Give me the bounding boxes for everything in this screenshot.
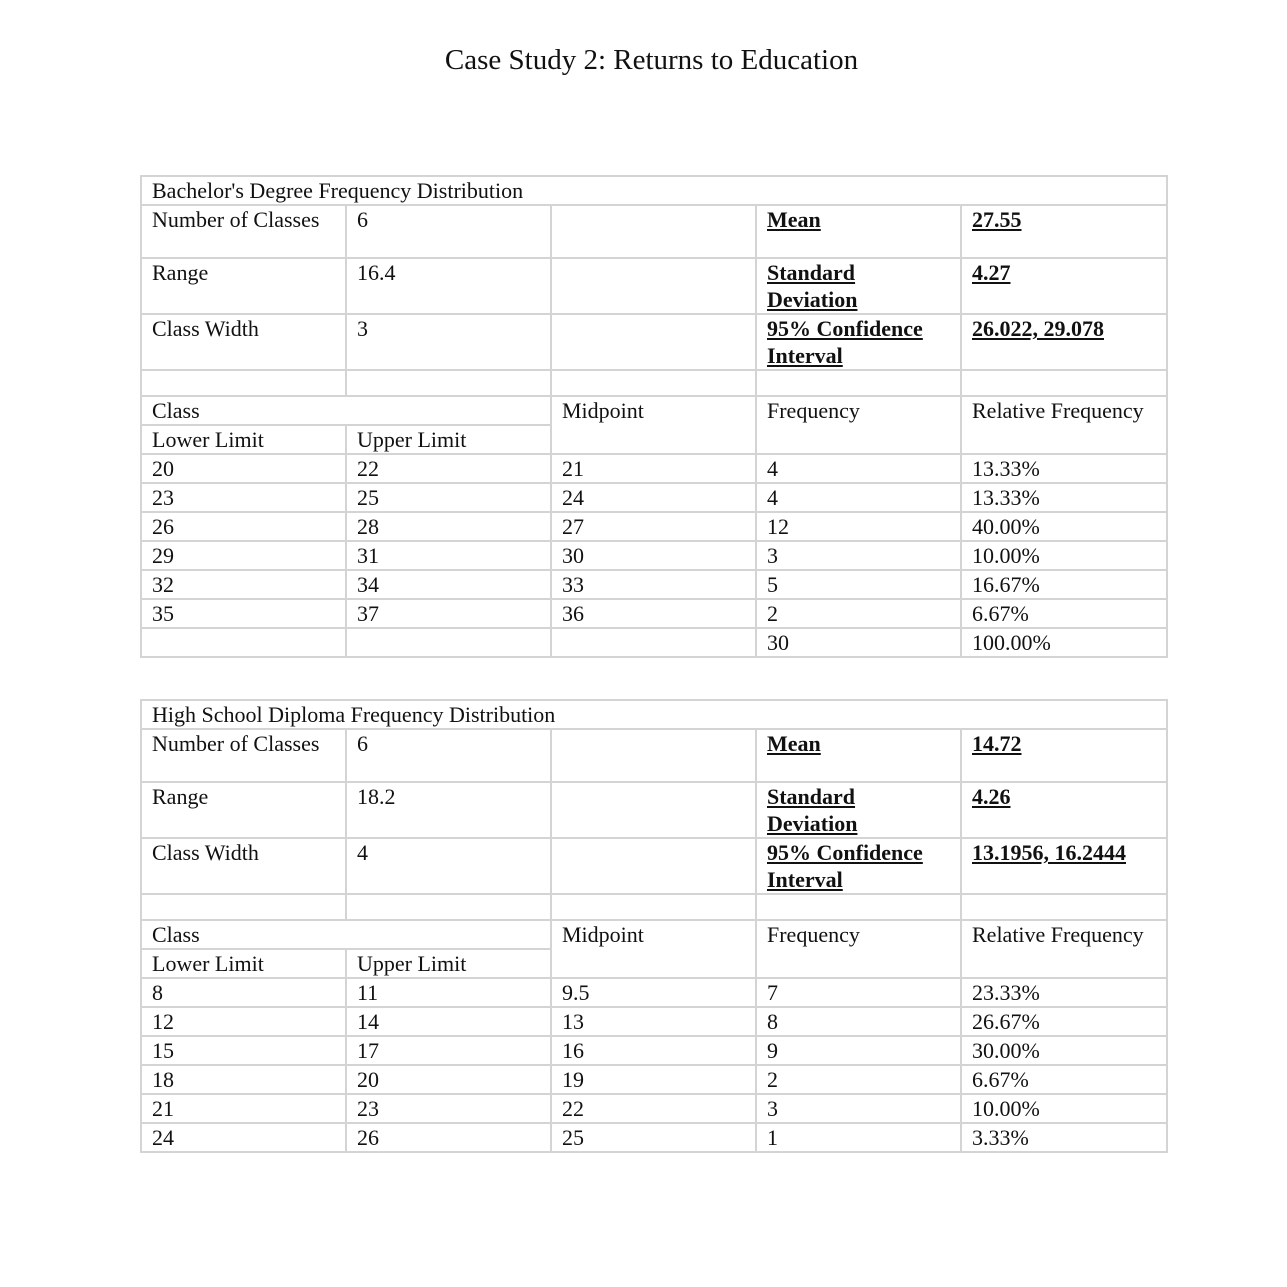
frequency-cell: 3 xyxy=(756,1094,961,1123)
frequency-cell: 4 xyxy=(756,483,961,512)
table-row xyxy=(141,978,1167,1007)
table-caption: Bachelor's Degree Frequency Distribution xyxy=(141,176,1167,205)
table-row xyxy=(141,483,1167,512)
page-title: Case Study 2: Returns to Education xyxy=(444,44,859,76)
lower-limit-cell: 18 xyxy=(141,1065,346,1094)
empty-cell xyxy=(551,782,756,838)
midpoint-cell: 19 xyxy=(551,1065,756,1094)
confidence-interval-value: 26.022, 29.078 xyxy=(961,314,1167,370)
upper-limit-cell: 25 xyxy=(346,483,551,512)
spacer-cell xyxy=(961,894,1167,920)
frequency-cell: 12 xyxy=(756,512,961,541)
upper-limit-cell: 23 xyxy=(346,1094,551,1123)
frequency-cell: 5 xyxy=(756,570,961,599)
frequency-cell: 2 xyxy=(756,1065,961,1094)
relative-frequency-cell: 13.33% xyxy=(961,483,1167,512)
table-row xyxy=(141,1036,1167,1065)
table-row xyxy=(141,1065,1167,1094)
midpoint-cell: 13 xyxy=(551,1007,756,1036)
frequency-header: Frequency xyxy=(756,396,961,454)
upper-limit-cell: 26 xyxy=(346,1123,551,1152)
midpoint-header: Midpoint xyxy=(551,920,756,978)
upper-limit-cell: 11 xyxy=(346,978,551,1007)
empty-cell xyxy=(141,628,346,657)
relative-frequency-cell: 26.67% xyxy=(961,1007,1167,1036)
lower-limit-cell: 29 xyxy=(141,541,346,570)
lower-limit-cell: 32 xyxy=(141,570,346,599)
midpoint-cell: 27 xyxy=(551,512,756,541)
num-classes-label: Number of Classes xyxy=(141,205,346,258)
relative-frequency-header: Relative Frequency xyxy=(961,396,1167,454)
class-header: Class xyxy=(141,396,551,425)
highschool-frequency-table xyxy=(140,699,1168,1153)
empty-cell xyxy=(551,205,756,258)
lower-limit-header: Lower Limit xyxy=(141,425,346,454)
frequency-cell: 9 xyxy=(756,1036,961,1065)
midpoint-cell: 16 xyxy=(551,1036,756,1065)
empty-cell xyxy=(551,258,756,314)
range-label: Range xyxy=(141,782,346,838)
confidence-interval-value: 13.1956, 16.2444 xyxy=(961,838,1167,894)
lower-limit-cell: 12 xyxy=(141,1007,346,1036)
range-value: 16.4 xyxy=(346,258,551,314)
confidence-interval-label: 95% Confidence Interval xyxy=(756,314,961,370)
spacer-cell xyxy=(756,894,961,920)
upper-limit-cell: 22 xyxy=(346,454,551,483)
upper-limit-cell: 17 xyxy=(346,1036,551,1065)
frequency-cell: 4 xyxy=(756,454,961,483)
table-row xyxy=(141,512,1167,541)
upper-limit-cell: 34 xyxy=(346,570,551,599)
spacer-cell xyxy=(756,370,961,396)
mean-value: 27.55 xyxy=(961,205,1167,258)
lower-limit-cell: 21 xyxy=(141,1094,346,1123)
frequency-header: Frequency xyxy=(756,920,961,978)
empty-cell xyxy=(551,628,756,657)
midpoint-cell: 21 xyxy=(551,454,756,483)
relative-frequency-header: Relative Frequency xyxy=(961,920,1167,978)
table-row xyxy=(141,599,1167,628)
table-caption: High School Diploma Frequency Distribution xyxy=(141,700,1167,729)
spacer-cell xyxy=(961,370,1167,396)
spacer-cell xyxy=(551,894,756,920)
total-relative-frequency-cell: 100.00% xyxy=(961,628,1167,657)
empty-cell xyxy=(346,628,551,657)
std-dev-label: Standard Deviation xyxy=(756,782,961,838)
midpoint-cell: 22 xyxy=(551,1094,756,1123)
frequency-cell: 7 xyxy=(756,978,961,1007)
std-dev-value: 4.26 xyxy=(961,782,1167,838)
midpoint-header: Midpoint xyxy=(551,396,756,454)
spacer-cell xyxy=(141,894,346,920)
relative-frequency-cell: 30.00% xyxy=(961,1036,1167,1065)
relative-frequency-cell: 13.33% xyxy=(961,454,1167,483)
table-row xyxy=(141,1007,1167,1036)
table-row xyxy=(141,1123,1167,1152)
upper-limit-cell: 28 xyxy=(346,512,551,541)
table-row xyxy=(141,454,1167,483)
lower-limit-cell: 15 xyxy=(141,1036,346,1065)
lower-limit-cell: 26 xyxy=(141,512,346,541)
num-classes-value: 6 xyxy=(346,205,551,258)
std-dev-label: Standard Deviation xyxy=(756,258,961,314)
empty-cell xyxy=(551,314,756,370)
lower-limit-cell: 8 xyxy=(141,978,346,1007)
confidence-interval-label: 95% Confidence Interval xyxy=(756,838,961,894)
class-width-label: Class Width xyxy=(141,838,346,894)
relative-frequency-cell: 40.00% xyxy=(961,512,1167,541)
frequency-cell: 3 xyxy=(756,541,961,570)
table-row xyxy=(141,1094,1167,1123)
upper-limit-cell: 31 xyxy=(346,541,551,570)
lower-limit-header: Lower Limit xyxy=(141,949,346,978)
midpoint-cell: 36 xyxy=(551,599,756,628)
mean-label: Mean xyxy=(756,205,961,258)
class-header: Class xyxy=(141,920,551,949)
table-row xyxy=(141,570,1167,599)
std-dev-value: 4.27 xyxy=(961,258,1167,314)
spacer-cell xyxy=(141,370,346,396)
midpoint-cell: 30 xyxy=(551,541,756,570)
class-width-value: 4 xyxy=(346,838,551,894)
relative-frequency-cell: 6.67% xyxy=(961,1065,1167,1094)
frequency-cell: 8 xyxy=(756,1007,961,1036)
mean-label: Mean xyxy=(756,729,961,782)
empty-cell xyxy=(551,838,756,894)
table-row xyxy=(141,541,1167,570)
lower-limit-cell: 23 xyxy=(141,483,346,512)
upper-limit-cell: 20 xyxy=(346,1065,551,1094)
class-width-label: Class Width xyxy=(141,314,346,370)
upper-limit-header: Upper Limit xyxy=(346,949,551,978)
num-classes-value: 6 xyxy=(346,729,551,782)
class-width-value: 3 xyxy=(346,314,551,370)
frequency-cell: 1 xyxy=(756,1123,961,1152)
spacer-cell xyxy=(551,370,756,396)
mean-value: 14.72 xyxy=(961,729,1167,782)
range-value: 18.2 xyxy=(346,782,551,838)
midpoint-cell: 9.5 xyxy=(551,978,756,1007)
midpoint-cell: 24 xyxy=(551,483,756,512)
relative-frequency-cell: 3.33% xyxy=(961,1123,1167,1152)
range-label: Range xyxy=(141,258,346,314)
bachelors-frequency-table xyxy=(140,175,1168,658)
totals-row xyxy=(141,628,1167,657)
empty-cell xyxy=(551,729,756,782)
upper-limit-cell: 14 xyxy=(346,1007,551,1036)
spacer-cell xyxy=(346,370,551,396)
relative-frequency-cell: 10.00% xyxy=(961,541,1167,570)
relative-frequency-cell: 6.67% xyxy=(961,599,1167,628)
midpoint-cell: 25 xyxy=(551,1123,756,1152)
upper-limit-cell: 37 xyxy=(346,599,551,628)
upper-limit-header: Upper Limit xyxy=(346,425,551,454)
frequency-cell: 2 xyxy=(756,599,961,628)
total-frequency-cell: 30 xyxy=(756,628,961,657)
relative-frequency-cell: 16.67% xyxy=(961,570,1167,599)
lower-limit-cell: 20 xyxy=(141,454,346,483)
relative-frequency-cell: 23.33% xyxy=(961,978,1167,1007)
relative-frequency-cell: 10.00% xyxy=(961,1094,1167,1123)
num-classes-label: Number of Classes xyxy=(141,729,346,782)
lower-limit-cell: 35 xyxy=(141,599,346,628)
lower-limit-cell: 24 xyxy=(141,1123,346,1152)
spacer-cell xyxy=(346,894,551,920)
midpoint-cell: 33 xyxy=(551,570,756,599)
